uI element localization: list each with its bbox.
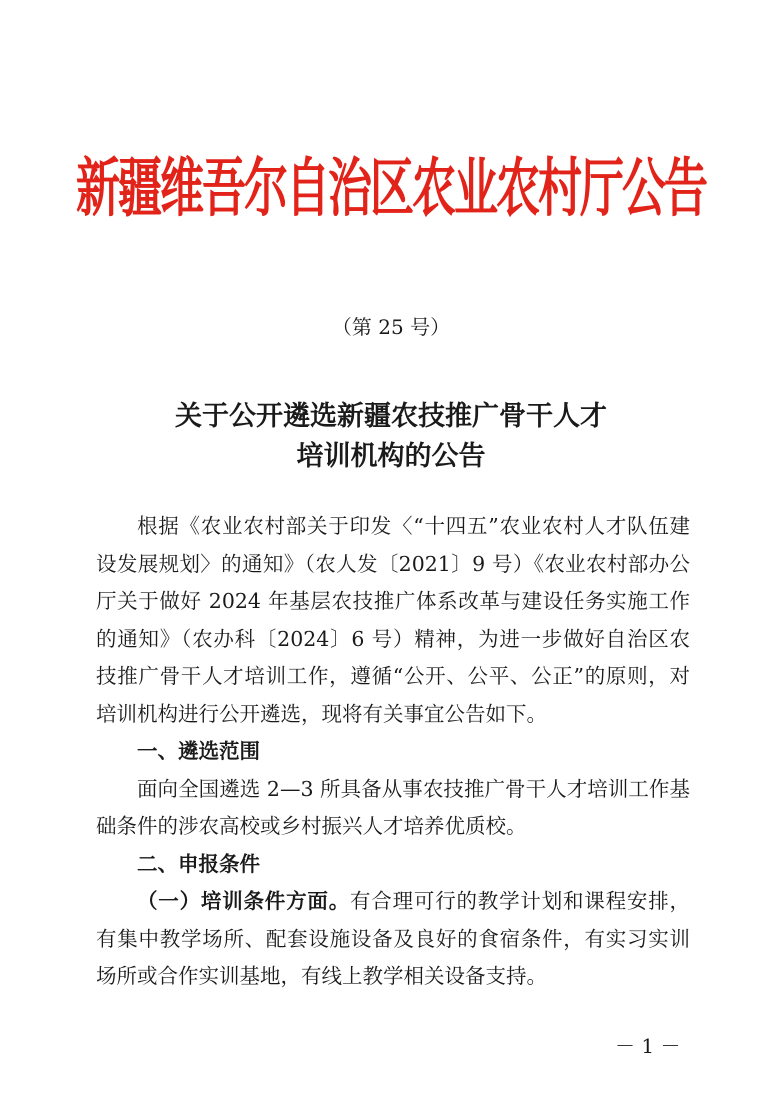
page-number: － 1 － xyxy=(615,1034,681,1058)
section-2-heading: 二、申报条件 xyxy=(137,851,260,876)
document-body xyxy=(96,508,690,996)
section-2-item-1-paragraph xyxy=(96,883,690,996)
document-title xyxy=(0,397,782,477)
section-2-item-1-lead: （一）培训条件方面。 xyxy=(137,889,350,913)
section-1-heading: 一、遴选范围 xyxy=(137,739,260,763)
issuer-red-header: 新疆维吾尔自治区农业农村厅公告 xyxy=(76,152,706,227)
document-number: （第 25 号） xyxy=(331,315,451,339)
section-2-item-1-text: 有合理可行的教学计划和课程安排，有集中教学场所、配套设施设备及良好的食宿条件，有实习实训场所或合作实训基地，有线上教学相关设备支持。 xyxy=(96,889,690,988)
intro-paragraph: 根据《农业农村部关于印发〈“十四五”农业农村人才队伍建设发展规划〉的通知》（农人发〔2021〕9 号）《农业农村部办公厅关于做好 2024 年基层农技推广体系改革与建设任务实施工作的通知》（农办科〔2024〕6 号）精神，为进一步做好自治区农技推广骨干人才培训工作，遵循“公开、公平、公正”的原则，对培训机构进行公开遴选，现将有关事宜公告如下。 xyxy=(96,514,690,726)
title-line-2: 培训机构的公告 xyxy=(296,441,486,472)
title-line-1: 关于公开遴选新疆农技推广骨干人才 xyxy=(175,401,607,432)
section-1-paragraph: 面向全国遴选 2—3 所具备从事农技推广骨干人才培训工作基础条件的涉农高校或乡村振兴人才培养优质校。 xyxy=(96,776,690,838)
